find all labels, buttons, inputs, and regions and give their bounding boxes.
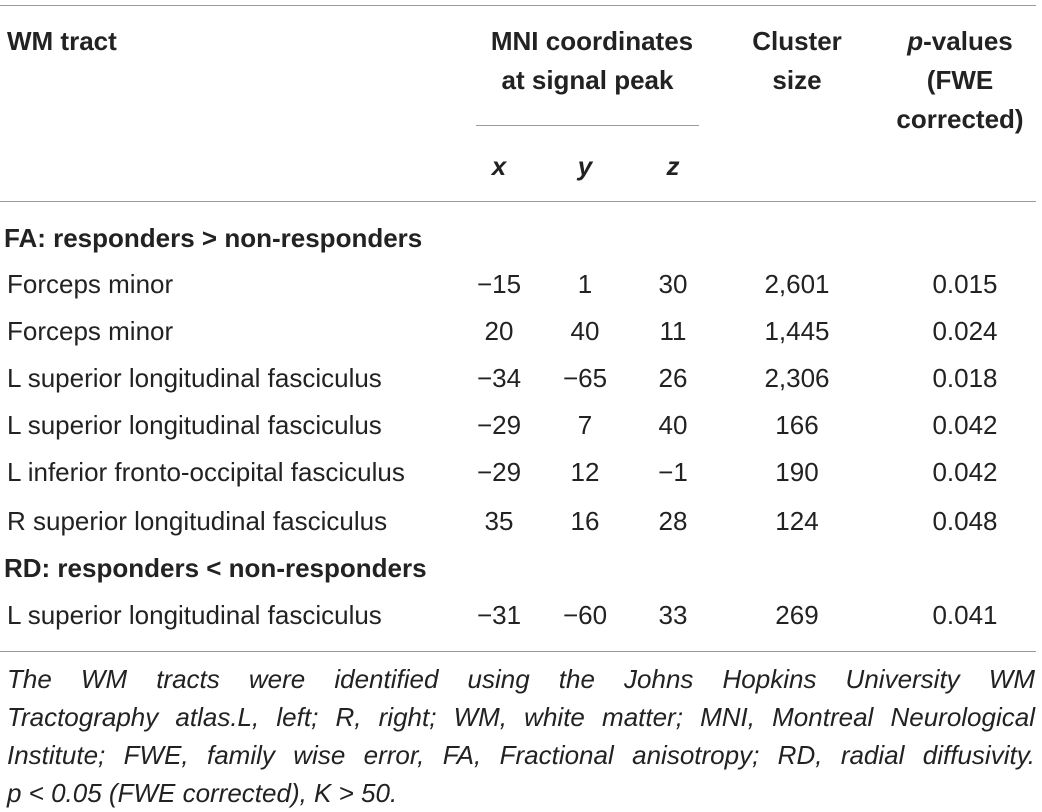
cell-y: 16 <box>570 506 600 536</box>
header-x: x <box>491 151 507 181</box>
cell-p: 0.042 <box>932 410 998 440</box>
cell-z: 40 <box>658 410 688 440</box>
header-z: z <box>666 151 680 181</box>
section-title-fa: FA: responders > non-responders <box>4 223 423 253</box>
cell-tract: L inferior fronto-occipital fasciculus <box>7 457 405 487</box>
header-p-line1 <box>880 22 1040 61</box>
header-p-line3: corrected) <box>896 104 1024 134</box>
header-p-italic: p <box>907 26 924 56</box>
footnote-line: p < 0.05 (FWE corrected), K > 50. <box>7 778 398 808</box>
header-y: y <box>577 151 593 181</box>
cell-tract: Forceps minor <box>7 316 174 346</box>
top-rule <box>0 5 1036 6</box>
cell-cluster: 124 <box>775 506 819 536</box>
cell-z: −1 <box>658 457 688 487</box>
header-p-rest: -values <box>923 26 1013 56</box>
cell-y: −60 <box>562 600 608 630</box>
cell-tract: L superior longitudinal fasciculus <box>7 600 382 630</box>
footnote-line: Tractography atlas.L, left; R, right; WM, white matter; MNI, Montreal Neurological <box>7 702 1035 732</box>
cell-y: 7 <box>577 410 593 440</box>
section-title-rd: RD: responders < non-responders <box>4 553 427 583</box>
cell-p: 0.024 <box>932 316 998 346</box>
mni-subheader-rule <box>476 125 699 126</box>
cell-tract: L superior longitudinal fasciculus <box>7 363 382 393</box>
cell-tract: Forceps minor <box>7 269 174 299</box>
cell-x: −34 <box>476 363 522 393</box>
header-cluster-line2: size <box>772 65 822 95</box>
footnote-line: Institute; FWE, family wise error, FA, Fractional anisotropy; RD, radial diffusivity. <box>7 740 1035 770</box>
header-mni-line2: at signal peak <box>501 65 674 95</box>
cell-z: 11 <box>659 316 687 346</box>
header-cluster-line1: Cluster <box>752 26 842 56</box>
cell-x: −29 <box>476 410 522 440</box>
cell-cluster: 2,601 <box>764 269 830 299</box>
cell-x: −15 <box>476 269 522 299</box>
cell-z: 26 <box>658 363 688 393</box>
cell-y: 40 <box>570 316 600 346</box>
cell-y: −65 <box>562 363 608 393</box>
cell-x: 20 <box>484 316 514 346</box>
cell-x: −29 <box>476 457 522 487</box>
header-wm-tract: WM tract <box>7 26 117 56</box>
cell-y: 12 <box>570 457 600 487</box>
cell-x: −31 <box>476 600 522 630</box>
cell-p: 0.042 <box>932 457 998 487</box>
cell-p: 0.041 <box>932 600 998 630</box>
footnote-line: The WM tracts were identified using the Johns Hopkins University WM <box>7 664 1035 694</box>
header-mni-line1: MNI coordinates <box>490 26 694 56</box>
header-p-line2: (FWE <box>926 65 994 95</box>
cell-p: 0.018 <box>932 363 998 393</box>
cell-cluster: 190 <box>775 457 819 487</box>
cell-p: 0.048 <box>932 506 998 536</box>
cell-tract: R superior longitudinal fasciculus <box>7 506 388 536</box>
cell-cluster: 1,445 <box>764 316 830 346</box>
cell-x: 35 <box>484 506 514 536</box>
cell-cluster: 166 <box>775 410 819 440</box>
footnote-rule <box>0 651 1036 652</box>
cell-cluster: 269 <box>775 600 819 630</box>
cell-z: 33 <box>658 600 688 630</box>
table-footnote <box>7 660 1035 812</box>
cell-y: 1 <box>577 269 593 299</box>
cell-p: 0.015 <box>932 269 998 299</box>
cell-z: 28 <box>658 506 688 536</box>
header-bottom-rule <box>0 201 1036 202</box>
cell-tract: L superior longitudinal fasciculus <box>7 410 382 440</box>
cell-cluster: 2,306 <box>764 363 830 393</box>
cell-z: 30 <box>658 269 688 299</box>
